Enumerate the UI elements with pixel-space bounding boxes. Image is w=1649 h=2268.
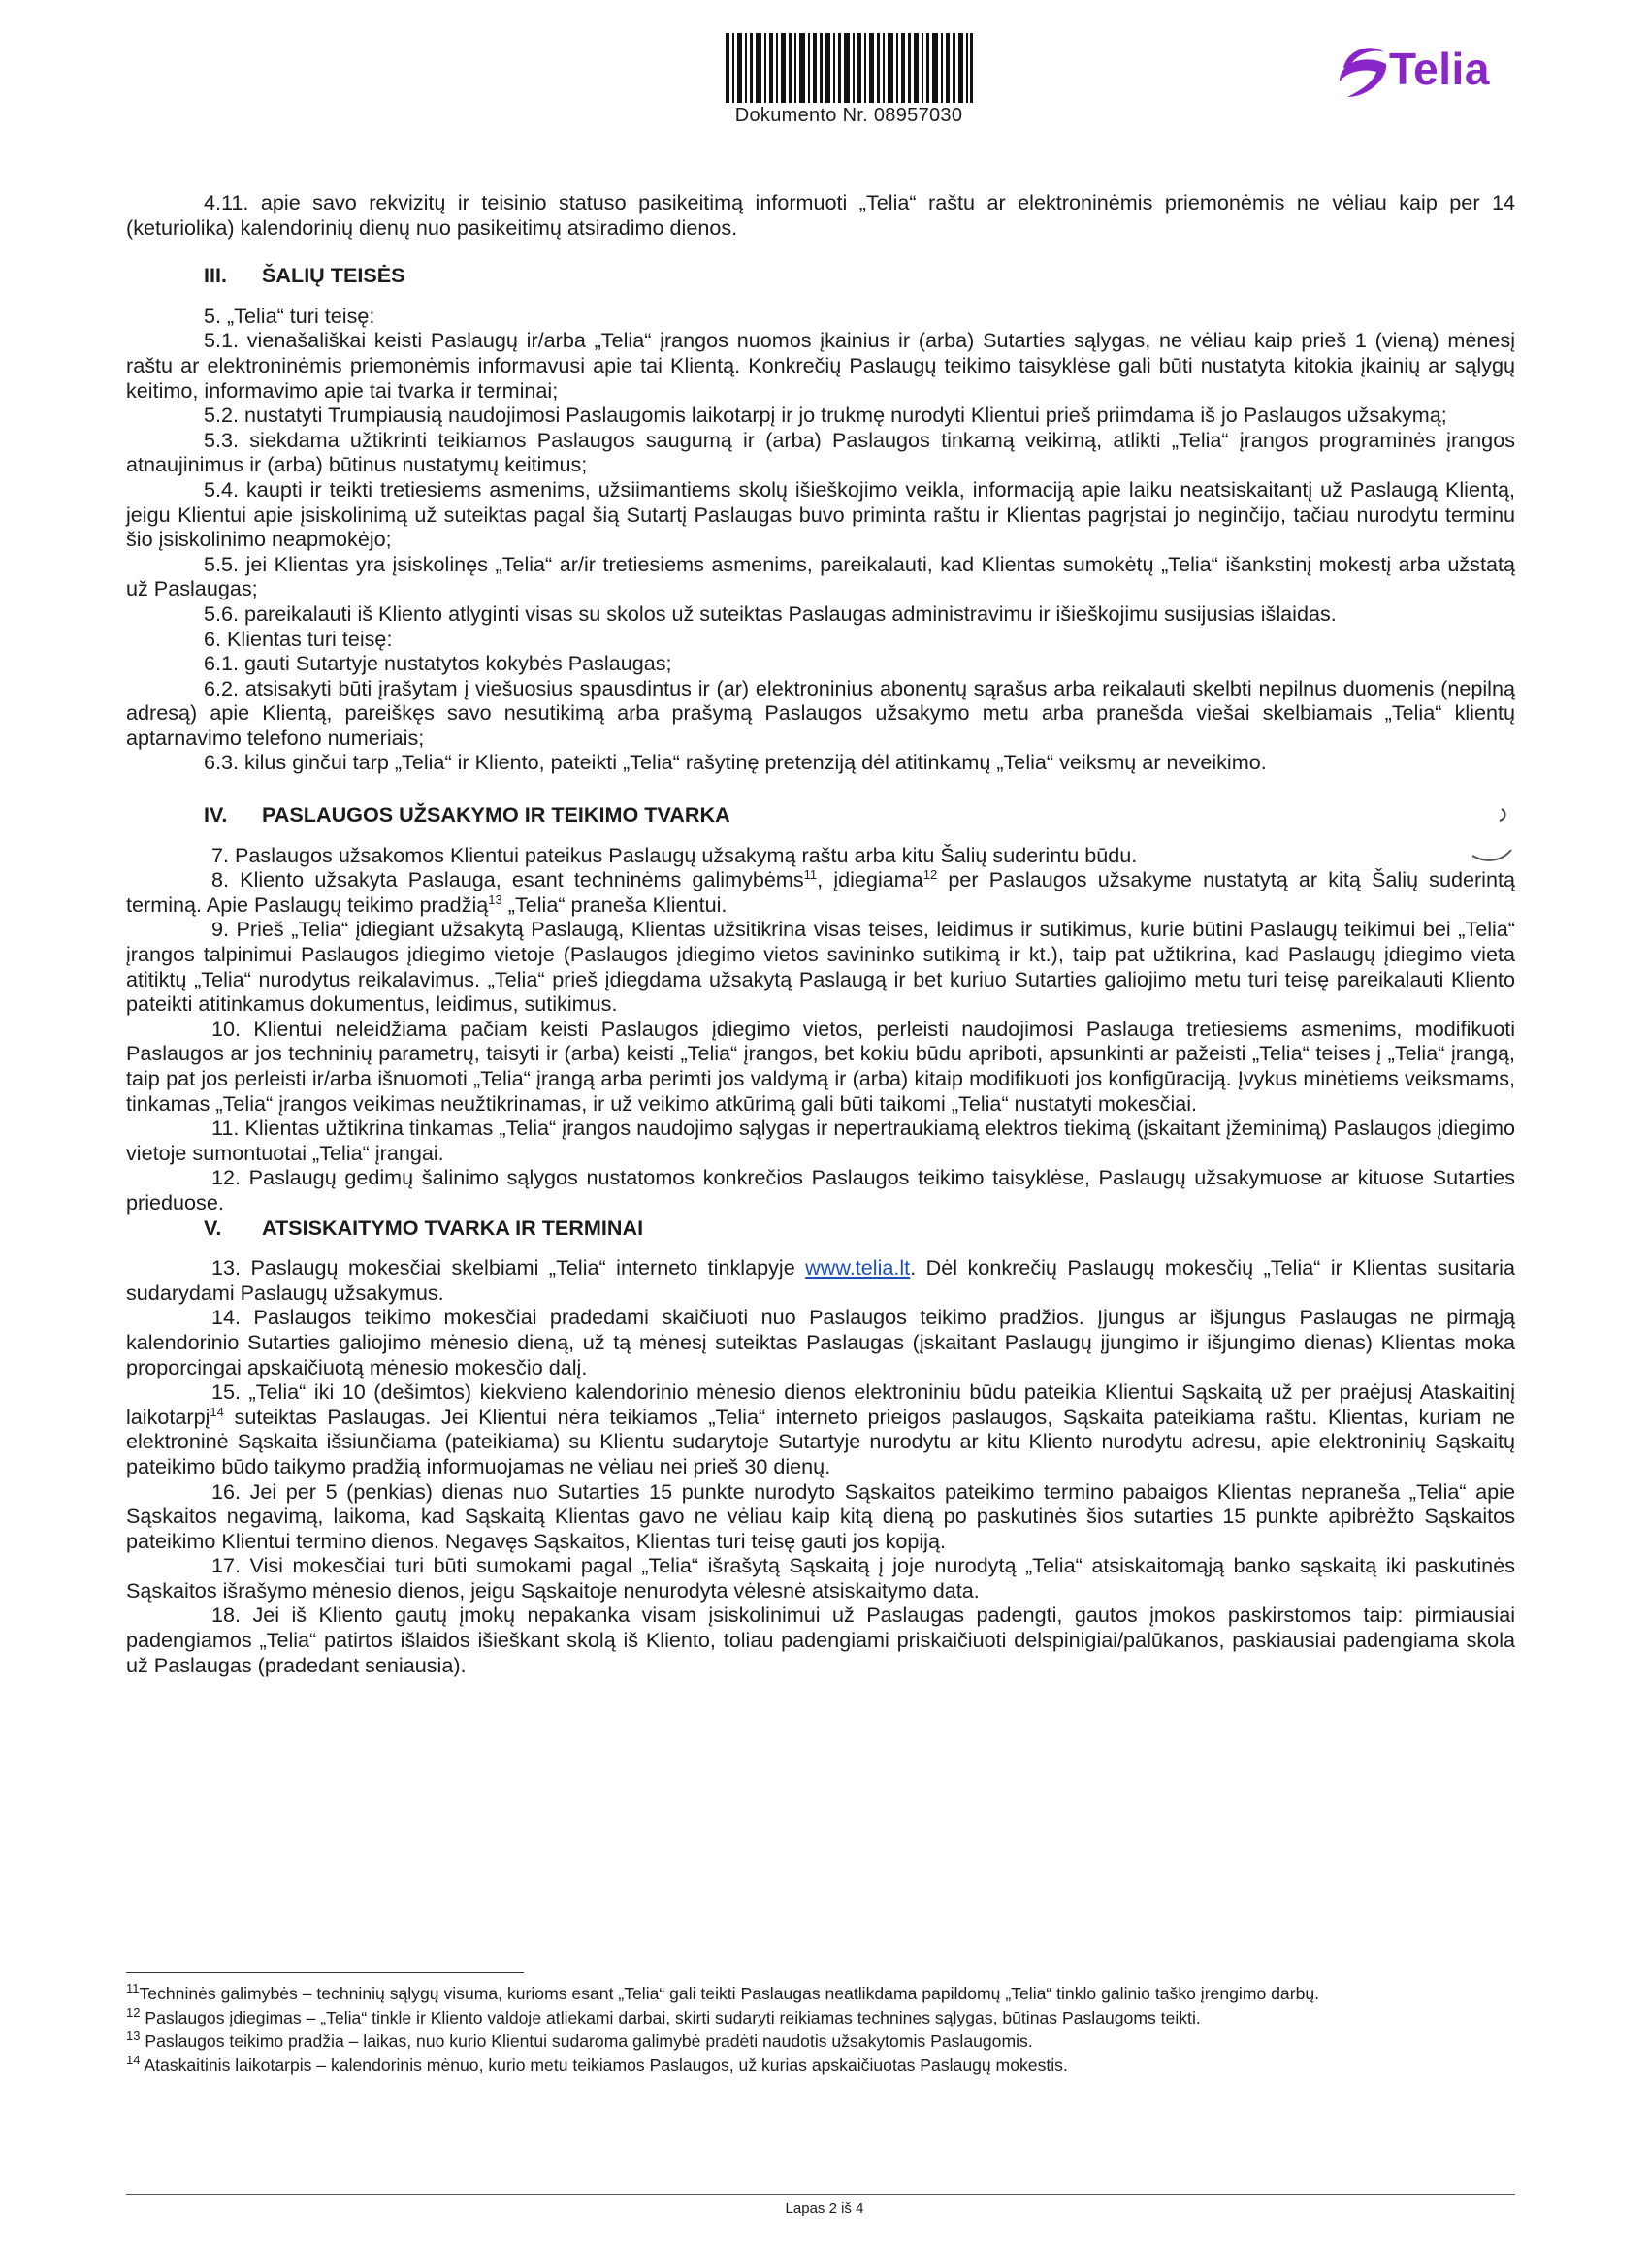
footnote-text: Ataskaitinis laikotarpis – kalendorinis mėnuo, kurio metu teikiamos Paslaugos, už kurias apskaičiuotas Paslaugų mokestis. [140, 2055, 1068, 2075]
clause-7: 7. Paslaugos užsakomos Klientui pateikus Paslaugų užsakymą raštu arba kitu Šalių suderintu būdu. [211, 842, 1138, 867]
clause-8 [126, 867, 1515, 917]
telia-website-link[interactable]: www.telia.lt [805, 1255, 911, 1280]
section-5-number: V. [204, 1215, 222, 1240]
footer-separator [126, 2194, 1515, 2195]
clause-15-text-b: suteiktas Paslaugas. Jei Klientui nėra teikiamos „Telia“ interneto prieigos paslaugos, Sąskaita pateikiama raštu. Klientas, kuriam ne elektroninė Sąskaita išsiunčiama (pateikiama) su Klientu sudarytoje Sutartyje nurodytu ar kitu Kliento nurodytu adresu, apie elektroninių Sąskaitų pateikimo būdo taikymo pradžią informuojamas ne vėliau nei prieš 30 dienų. [126, 1404, 1515, 1478]
clause-12: 12. Paslaugų gedimų šalinimo sąlygos nustatomos konkrečios Paslaugos teikimo taisyklėse, Paslaugų užsakymuose ar kituose Sutarties prieduose. [126, 1165, 1515, 1215]
clause-5-1: 5.1. vienašališkai keisti Paslaugų ir/arba „Telia“ įrangos nuomos įkainius ir (arba) Sutarties sąlygas, ne vėliau kaip prieš 1 (vieną) mėnesį raštu ar elektroninėmis priemonėmis informavusi apie tai Klientą. Konkrečių Paslaugų teikimo taisyklėse gali būti nustatyta kitokia įkainių ar sąlygų keitimo, informavimo apie tai tvarka ir terminai; [126, 328, 1515, 403]
clause-13 [126, 1255, 1515, 1305]
telia-brand-name: Telia [1389, 44, 1490, 94]
footnote-ref-12: 12 [922, 867, 938, 883]
clause-15-text-a: 15. „Telia“ iki 10 (dešimtos) kiekvieno kalendorinio mėnesio dienos elektroniniu būdu pateikia Klientui Sąskaitą už per praėjusį Ataskaitinį laikotarpį [126, 1379, 1515, 1429]
footnote-mark: 11 [126, 1981, 140, 1996]
clause-4-11: 4.11. apie savo rekvizitų ir teisinio statuso pasikeitimą informuoti „Telia“ raštu ar elektroninėmis priemonėmis ne vėliau kaip per 14 (keturiolika) kalendorinių dienų nuo pasikeitimų atsiradimo dienos. [126, 190, 1515, 240]
footnote-mark: 13 [126, 2028, 141, 2044]
page-number: Lapas 2 iš 4 [785, 2200, 864, 2217]
footnote-text: Paslaugos teikimo pradžia – laikas, nuo kurio Klientui sudaroma galimybė pradėti naudotis užsakytomis Paslaugomis. [140, 2031, 1033, 2051]
footnote-ref-14: 14 [210, 1404, 224, 1419]
footnote-separator [126, 1972, 524, 1973]
barcode-icon [726, 33, 973, 103]
clause-6: 6. Klientas turi teisę: [204, 626, 393, 651]
footnote-text: Techninės galimybės – techninių sąlygų visuma, kurioms esant „Telia“ gali teikti Paslaugas neatlikdama papildomų „Telia“ tinklo galinio taško įrengimo darbų. [139, 1984, 1320, 2003]
footnote-ref-11: 11 [803, 867, 818, 883]
clause-5-6: 5.6. pareikalauti iš Kliento atlyginti visas su skolos už suteiktas Paslaugas administravimu ir išieškojimu susijusias išlaidas. [204, 600, 1337, 626]
footnote-text: Paslaugos įdiegimas – „Telia“ tinkle ir Kliento valdoje atliekami darbai, skirti sudaryti reikiamas technines sąlygas, būtinas Paslaugoms teikti. [140, 2007, 1201, 2027]
clause-17: 17. Visi mokesčiai turi būti sumokami pagal „Telia“ išrašytą Sąskaitą į joje nurodytą „Telia“ atsiskaitomąją banko sąskaitą iki paskutinės Sąskaitos išrašymo mėnesio dienos, jeigu Sąskaitoje nenurodyta vėlesnė atsiskaitymo data. [126, 1553, 1515, 1603]
footnote-14 [126, 2052, 1515, 2077]
section-4-number: IV. [204, 802, 228, 827]
clause-9: 9. Prieš „Telia“ įdiegiant užsakytą Paslaugą, Klientas užsitikrina visas teises, leidimus ir sutikimus, kurie būtini Paslaugų teikimui bei „Telia“ įrangos talpinimui Paslaugos įdiegimo vietoje (Paslaugos įdiegimo vietos savininko sutikimą ir kt.), taip pat užtikrina, kad Paslaugų įdiegimo vieta atitiktų „Telia“ nurodytus reikalavimus. „Telia“ prieš įdiegdama užsakytą Paslaugą ir bet kuriuo Sutarties galiojimo metu turi teisę pareikalauti Kliento pateikti atitinkamus dokumentus, leidimus, sutikimus. [126, 917, 1515, 1017]
document-number: Dokumento Nr. 08957030 [734, 105, 963, 126]
section-3-number: III. [204, 263, 227, 288]
clause-6-2: 6.2. atsisakyti būti įrašytam į viešuosius spausdintus ir (ar) elektroninius abonentų sąrašus arba reikalauti skelbti nepilnus duomenis (nepilną adresą) apie Klientą, pareiškęs savo nesutikimą arba prašymą Paslaugos užsakymo metu arba pranešda viešai skelbiamais „Telia“ klientų aptarnavimo telefono numeriais; [126, 675, 1515, 750]
footnote-11 [126, 1983, 1515, 2005]
handwritten-mark-icon [1463, 801, 1521, 879]
document-barcode-block [718, 33, 980, 127]
clause-5-4: 5.4. kaupti ir teikti tretiesiems asmenims, užsiimantiems skolų išieškojimo veikla, informaciją apie laiku neatsiskaitantį už Paslaugą Klientą, jeigu Klientui apie įsiskolinimą už suteiktas pagal šią Sutartį Paslaugas buvo priminta raštu ir Klientas pagrįstai jo neginčijo, tačiau nurodytu terminu šio įsiskolinimo neapmokėjo; [126, 476, 1515, 552]
footnote-13 [126, 2030, 1515, 2053]
section-4-title: PASLAUGOS UŽSAKYMO IR TEIKIMO TVARKA [262, 802, 730, 827]
section-5-title: ATSISKAITYMO TVARKA IR TERMINAI [262, 1215, 644, 1240]
clause-5-5: 5.5. jei Klientas yra įsiskolinęs „Telia“ ar/ir tretiesiems asmenims, pareikalauti, kad Klientas sumokėtų „Telia“ išankstinį mokestį arba užstatą už Paslaugas; [126, 551, 1515, 601]
footnote-ref-13: 13 [488, 891, 502, 907]
clause-8-text-c: per Paslaugos užsakyme nustatytą ar kitą Šalių suderintą terminą. Apie Paslaugų teikimo pradžią [126, 867, 1515, 917]
clause-14: 14. Paslaugos teikimo mokesčiai pradedami skaičiuoti nuo Paslaugos teikimo pradžios. Įjungus ar išjungus Paslaugas ne pirmąją kalendorinio Sutarties galiojimo mėnesio dieną, už tą mėnesį suteiktas Paslaugas (įskaitant Paslaugų įjungimo ir išjungimo dienas) Klientas moka proporcingai apskaičiuotą mėnesio mokesčio dalį. [126, 1305, 1515, 1379]
clause-6-3: 6.3. kilus ginčui tarp „Telia“ ir Kliento, pateikti „Telia“ rašytinę pretenziją dėl atitinkamų „Telia“ veiksmų ar neveikimo. [204, 750, 1267, 775]
section-3-title: ŠALIŲ TEISĖS [262, 263, 405, 288]
clause-10: 10. Klientui neleidžiama pačiam keisti Paslaugos įdiegimo vietos, perleisti naudojimosi Paslauga tretiesiems asmenims, modifikuoti Paslaugos ar jos techninių parametrų, taisyti ir (arba) keisti „Telia“ įrangos, bet kokiu būdu apriboti, apsunkinti ar pažeisti „Telia“ teises į „Telia“ įrangą, taip pat jos perleisti ir/arba išnuomoti „Telia“ įrangą arba perimti jos valdymą ir (arba) kitaip modifikuoti jos konfigūraciją. Įvykus minėtiems veiksmams, tinkamas „Telia“ įrangos veikimas neužtikrinamas, ir už veikimo atkūrimą gali būti taikomi „Telia“ nustatyti mokesčiai. [126, 1016, 1515, 1116]
footnote-12 [126, 2004, 1515, 2029]
clause-8-text-d: „Telia“ praneša Klientui. [501, 891, 728, 917]
clause-13-text-b: . Dėl konkrečių Paslaugų mokesčių „Telia“ ir Klientas susitaria sudarydami Paslaugų užsakymus. [126, 1255, 1515, 1305]
clause-5-2: 5.2. nustatyti Trumpiausią naudojimosi Paslaugomis laikotarpį ir jo trukmę nurodyti Klientui prieš priimdama iš jo Paslaugos užsakymą; [204, 403, 1447, 428]
document-body [126, 190, 1515, 1677]
clause-13-text-a: 13. Paslaugų mokesčiai skelbiami „Telia“ interneto tinklapyje [211, 1255, 806, 1280]
footnotes [126, 1983, 1515, 2078]
clause-18: 18. Jei iš Kliento gautų įmokų nepakanka visam įsiskolinimui už Paslaugas padengti, gautos įmokos paskirstomos taip: pirmiausiai padengiamos „Telia“ patirtos išlaidos išieškant skolą iš Kliento, toliau padengiami priskaičiuoti delspinigiai/palūkanos, paskiausiai padengiama skola už Paslaugas (pradedant seniausia). [126, 1603, 1515, 1677]
section-5-heading [126, 1215, 1515, 1241]
clause-5: 5. „Telia“ turi teisę: [204, 303, 375, 328]
section-4-heading [126, 802, 1515, 827]
clause-6-1: 6.1. gauti Sutartyje nustatytos kokybės Paslaugas; [204, 651, 672, 676]
clause-11: 11. Klientas užtikrina tinkamas „Telia“ įrangos naudojimo sąlygas ir nepertraukiamą elektros tiekimą (įskaitant įžeminimą) Paslaugos įdiegimo vietoje sumontuotai „Telia“ įrangai. [126, 1116, 1515, 1165]
section-3-heading [126, 263, 1515, 288]
clause-5-3: 5.3. siekdama užtikrinti teikiamos Paslaugos saugumą ir (arba) Paslaugos tinkamą veikimą, atlikti „Telia“ įrangos programinės įrangos atnaujinimus ir (arba) būtinus nustatymų keitimus; [126, 427, 1515, 477]
clause-15 [126, 1379, 1515, 1478]
clause-16: 16. Jei per 5 (penkias) dienas nuo Sutarties 15 punkte nurodyto Sąskaitos pateikimo termino pabaigos Klientas nepraneša „Telia“ apie Sąskaitos negavimą, laikoma, kad Sąskaitą Klientas gavo ne vėliau kaip kitą dieną po paskutinės šios sutarties 15 punkte apibrėžto Sąskaitos pateikimo Klientui termino dienos. Negavęs Sąskaitos, Klientas turi teisę gauti jos kopiją. [126, 1478, 1515, 1553]
footnote-mark: 12 [126, 2004, 141, 2020]
clause-8-text-a: 8. Kliento užsakyta Paslauga, esant techninėms galimybėms [211, 867, 804, 892]
footnote-mark: 14 [126, 2052, 141, 2067]
clause-8-text-b: , įdiegiama [817, 867, 923, 892]
